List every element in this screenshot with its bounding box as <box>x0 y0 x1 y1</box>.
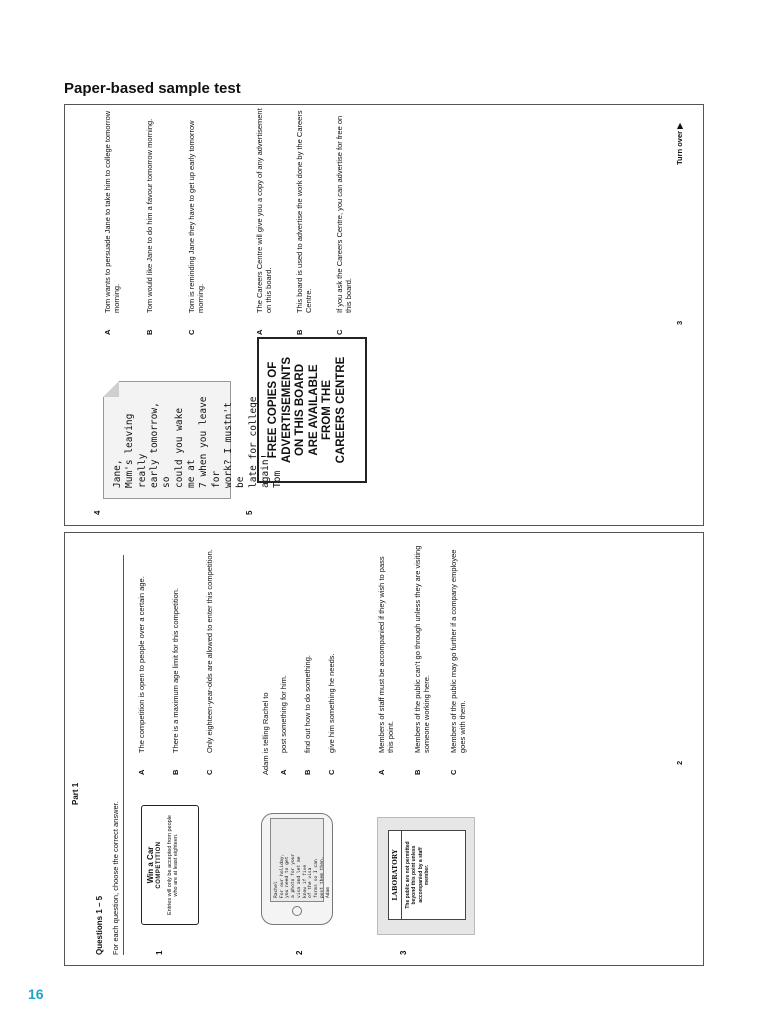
notice-text: Entries will only be accepted from people who are at least eighteen. <box>166 815 180 915</box>
page-2-sheet <box>65 533 703 965</box>
question-4-option-c[interactable] <box>187 105 206 335</box>
option-text: The competition is open to people over a certain age. <box>137 576 146 753</box>
option-text: post something for him. <box>279 675 288 753</box>
phone-screen-text: Rachel For our holiday, you need to get a photo for your visa and let me know if five of the visa forms so I can post them then. Adam <box>270 818 324 902</box>
option-letter: B <box>303 769 312 775</box>
option-letter: B <box>145 329 154 335</box>
option-letter: B <box>413 769 422 775</box>
question-2-stem: Adam is telling Rachel to <box>261 692 270 775</box>
notice-title: Win a Car <box>146 846 155 884</box>
option-text: Members of staff must be accompanied if they wish to pass this point. <box>377 556 396 753</box>
option-text: Members of the public may go further if a company employee goes with them. <box>449 549 468 753</box>
question-4-option-a[interactable] <box>103 105 122 335</box>
option-letter: A <box>255 329 264 335</box>
sample-page-3 <box>64 104 704 526</box>
option-letter: A <box>279 769 288 775</box>
sample-page-2 <box>64 532 704 966</box>
question-1-number: 1 <box>155 950 164 955</box>
note-fold-corner <box>103 381 119 397</box>
question-2-number: 2 <box>295 950 304 955</box>
option-text: If you ask the Careers Centre, you can advertise for free on this board. <box>335 115 354 313</box>
note-to-jane: Jane, Mum's leaving really early tomorrow, so could you wake me at 7 when you leave for work? I mustn't be late for college again! Tom <box>103 381 231 499</box>
option-text: Only eighteen-year-olds are allowed to enter this competition. <box>205 549 214 753</box>
option-letter: C <box>449 769 458 775</box>
question-5-option-b[interactable] <box>295 105 314 335</box>
phone-home-button <box>292 906 302 916</box>
question-3-option-b[interactable] <box>413 545 432 775</box>
page-heading: Paper-based sample test <box>64 80 241 97</box>
question-1-option-a[interactable] <box>137 545 146 775</box>
notice-subtitle: COMPETITION <box>156 841 162 889</box>
page-3-sheet <box>65 105 703 525</box>
option-text: find out how to do something. <box>303 655 312 753</box>
option-text: Tom wants to persuade Jane to take him to college tomorrow morning. <box>103 110 122 313</box>
question-5-number: 5 <box>245 510 254 515</box>
option-letter: B <box>295 329 304 335</box>
question-3-option-a[interactable] <box>377 545 396 775</box>
option-letter: C <box>205 769 214 775</box>
competition-notice <box>141 805 199 925</box>
question-1-option-b[interactable] <box>171 545 180 775</box>
option-text: give him something he needs. <box>327 653 336 753</box>
sheet-page-number: 3 <box>675 320 684 325</box>
question-5-option-c[interactable] <box>335 105 354 335</box>
part-title: Part 1 <box>71 782 80 805</box>
sign-text: The public are not permitted beyond this point unless accompanied by a staff member. <box>405 841 430 909</box>
option-text: Tom would like Jane to do him a favour tomorrow morning. <box>145 118 154 313</box>
careers-board-sign: FREE COPIES OF ADVERTISEMENTS ON THIS BOARD ARE AVAILABLE FROM THE CAREERS CENTRE <box>257 337 367 483</box>
option-text: Tom is reminding Jane they have to get up early tomorrow morning. <box>187 120 206 313</box>
option-letter: C <box>187 329 196 335</box>
laboratory-sign <box>388 830 466 920</box>
question-2-option-c[interactable] <box>327 545 336 775</box>
question-3-option-c[interactable] <box>449 545 468 775</box>
question-2-option-b[interactable] <box>303 545 312 775</box>
page-number: 16 <box>28 986 44 1002</box>
option-letter: A <box>103 329 112 335</box>
question-4-number: 4 <box>93 510 102 515</box>
question-5-option-a[interactable] <box>255 105 274 335</box>
option-letter: B <box>171 769 180 775</box>
question-3-number: 3 <box>399 950 408 955</box>
laboratory-sign-photo <box>377 817 475 935</box>
question-1-option-c[interactable] <box>205 545 214 775</box>
phone-message <box>261 813 333 925</box>
instructions: For each question, choose the correct answer. <box>111 801 120 955</box>
question-4-option-b[interactable] <box>145 105 154 335</box>
option-text: The Careers Centre will give you a copy of any advertisement on this board. <box>255 108 274 313</box>
option-letter: A <box>377 769 386 775</box>
turn-over-label: Turn over ▶ <box>675 123 684 165</box>
option-letter: C <box>335 329 344 335</box>
option-text: There is a maximum age limit for this competition. <box>171 587 180 753</box>
option-letter: A <box>137 769 146 775</box>
question-2-option-a[interactable] <box>279 545 288 775</box>
questions-range: Questions 1 – 5 <box>95 895 104 955</box>
option-letter: C <box>327 769 336 775</box>
header-rule <box>123 555 124 955</box>
option-text: Members of the public can't go through unless they are visiting someone working here. <box>413 545 432 753</box>
sheet-page-number: 2 <box>675 760 684 765</box>
option-text: This board is used to advertise the work done by the Careers Centre. <box>295 110 314 313</box>
sign-title: LABORATORY <box>389 831 402 919</box>
